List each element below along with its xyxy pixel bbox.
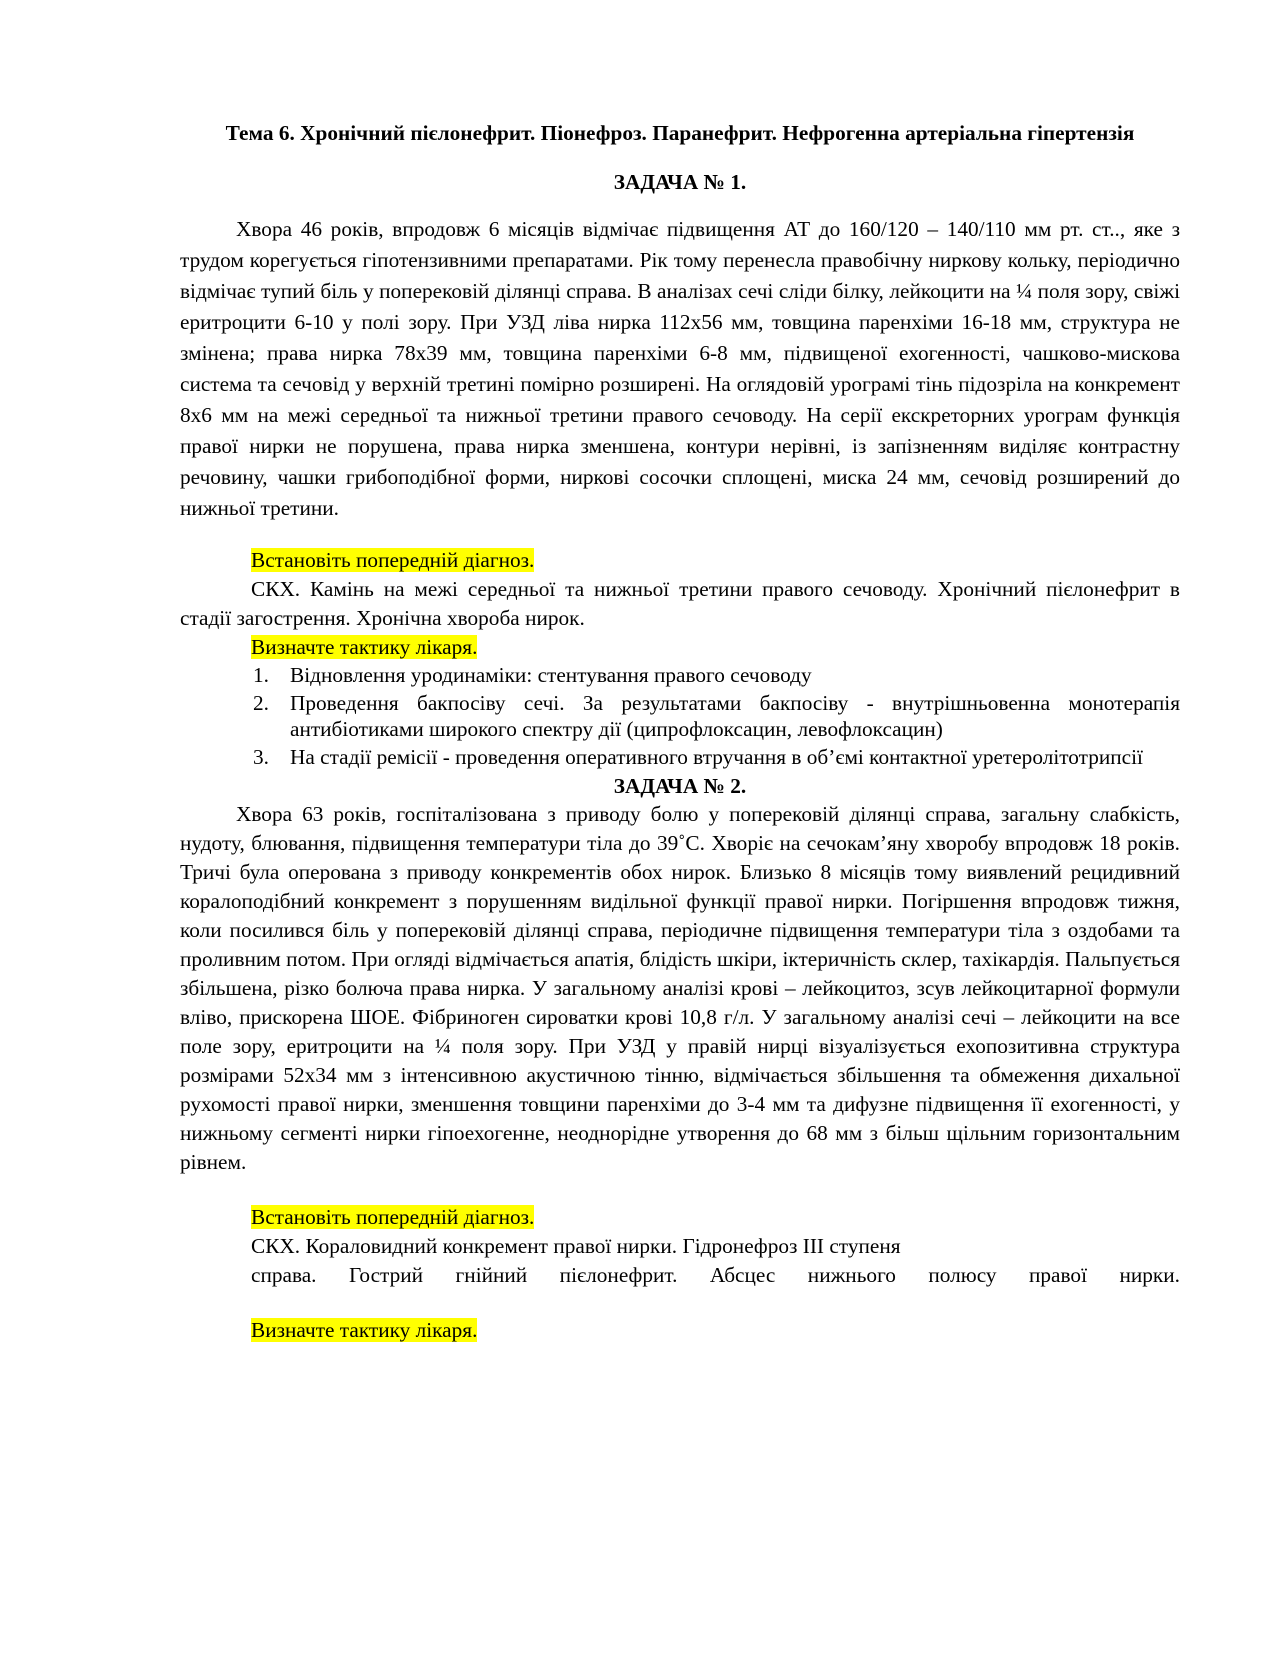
task1-tactics-list <box>180 662 1180 770</box>
list-item <box>180 744 1180 770</box>
task1-question-diagnosis <box>180 546 1180 575</box>
page-title: Тема 6. Хронічний пієлонефрит. Піонефроз. Паранефрит. Нефрогенна артеріальна гіпертензія <box>225 121 1135 145</box>
task2-question-tactics <box>180 1316 1180 1345</box>
list-item-number: 1. <box>253 663 269 687</box>
task2-answer-diagnosis-line2: справа. Гострий гнійний пієлонефрит. Абсцес нижнього полюсу правої нирки. <box>251 1263 1180 1287</box>
task2-text: Хвора 63 років, госпіталізована з приводу болю у поперековій ділянці справа, загальну слабкість, нудоту, блювання, підвищення температури тіла до 39˚С. Хворіє на сечокам’яну хворобу впродовж 18 років. Тричі була оперована з приводу конкрементів обох нирок. Близько 8 місяців тому виявлений рецидивний коралоподібний конкремент з порушенням видільної функції правої нирки. Погіршення впродовж тижня, коли посилився біль у поперековій ділянці справа, періодичне підвищення температури тіла з оздобами та проливним потом. При огляді відмічається апатія, блідість шкіри, іктеричність склер, тахікардія. Пальпується збільшена, різко болюча права нирка. У загальному аналізі крові – лейкоцитоз, зсув лейкоцитарної формули вліво, прискорена ШОЕ. Фібриноген сироватки крові 10,8 г/л. У загальному аналізі сечі – лейкоцити на все поле зору, еритроцити на ¼ поля зору. При УЗД у правій нирці візуалізується ехопозитивна структура розмірами 52х34 мм з інтенсивною акустичною тінню, відмічається збільшення та обмеження дихальної рухомості правої нирки, зменшення товщини паренхіми до 3-4 мм та дифузне підвищення її ехогенності, у нижньому сегменті нирки гіпоехогенне, неоднорідне утворення до 68 мм з більш щільним горизонтальним рівнем. <box>180 802 1180 1174</box>
list-item-text: Проведення бакпосіву сечі. За результатами бакпосіву - внутрішньовенна монотерапія антибіотиками широкого спектру дії (ципрофлоксацин, левофлоксацин) <box>290 691 1180 741</box>
list-item <box>180 662 1180 688</box>
task1-answer-diagnosis: СКХ. Камінь на межі середньої та нижньої третини правого сечоводу. Хронічний пієлонефрит в стадії загострення. Хронічна хвороба нирок. <box>180 577 1180 630</box>
document-page <box>180 118 1180 1345</box>
task1-heading: ЗАДАЧА № 1. <box>613 170 747 194</box>
task1-question-diagnosis-text: Встановіть попередній діагноз. <box>251 548 535 572</box>
task1-text: Хвора 46 років, впродовж 6 місяців відмічає підвищення АТ до 160/120 – 140/110 мм рт. ст.., яке з трудом корегується гіпотензивними препаратами. Рік тому перенесла правобічну ниркову кольку, періодично відмічає тупий біль у поперековій ділянці справа. В аналізах сечі сліди білку, лейкоцити на ¼ поля зору, свіжі еритроцити 6-10 у полі зору. При УЗД ліва нирка 112х56 мм, товщина паренхіми 16-18 мм, структура не змінена; права нирка 78х39 мм, товщина паренхіми 6-8 мм, підвищеної ехогенності, чашково-мискова система та сечовід у верхній третині помірно розширені. На оглядовій урограмі тінь підозріла на конкремент 8х6 мм на межі середньої та нижньої третини правого сечоводу. На серії екскреторних урограм функція правої нирки не порушена, права нирка зменшена, контури нерівні, із запізненням виділяє контрастну речовину, чашки грибоподібної форми, ниркові сосочки сплощені, миска 24 мм, сечовід розширений до нижньої третини. <box>180 217 1180 520</box>
list-item-number: 3. <box>253 745 269 769</box>
task1-question-tactics <box>180 633 1180 662</box>
list-item <box>180 690 1180 742</box>
list-item-text: На стадії ремісії - проведення оперативного втручання в об’ємі контактної уретеролітотрипсії <box>290 745 1143 769</box>
task1-question-tactics-text: Визначте тактику лікаря. <box>251 635 478 659</box>
list-item-number: 2. <box>253 691 269 715</box>
task2-heading: ЗАДАЧА № 2. <box>613 774 747 798</box>
task2-question-diagnosis-text: Встановіть попередній діагноз. <box>251 1205 535 1229</box>
task2-answer-diagnosis-line1: СКХ. Кораловидний конкремент правої нирки. Гідронефроз ІІІ ступеня <box>251 1234 901 1258</box>
task2-question-diagnosis <box>180 1203 1180 1232</box>
list-item-text: Відновлення уродинаміки: стентування правого сечоводу <box>290 663 812 687</box>
task2-question-tactics-text: Визначте тактику лікаря. <box>251 1318 478 1342</box>
